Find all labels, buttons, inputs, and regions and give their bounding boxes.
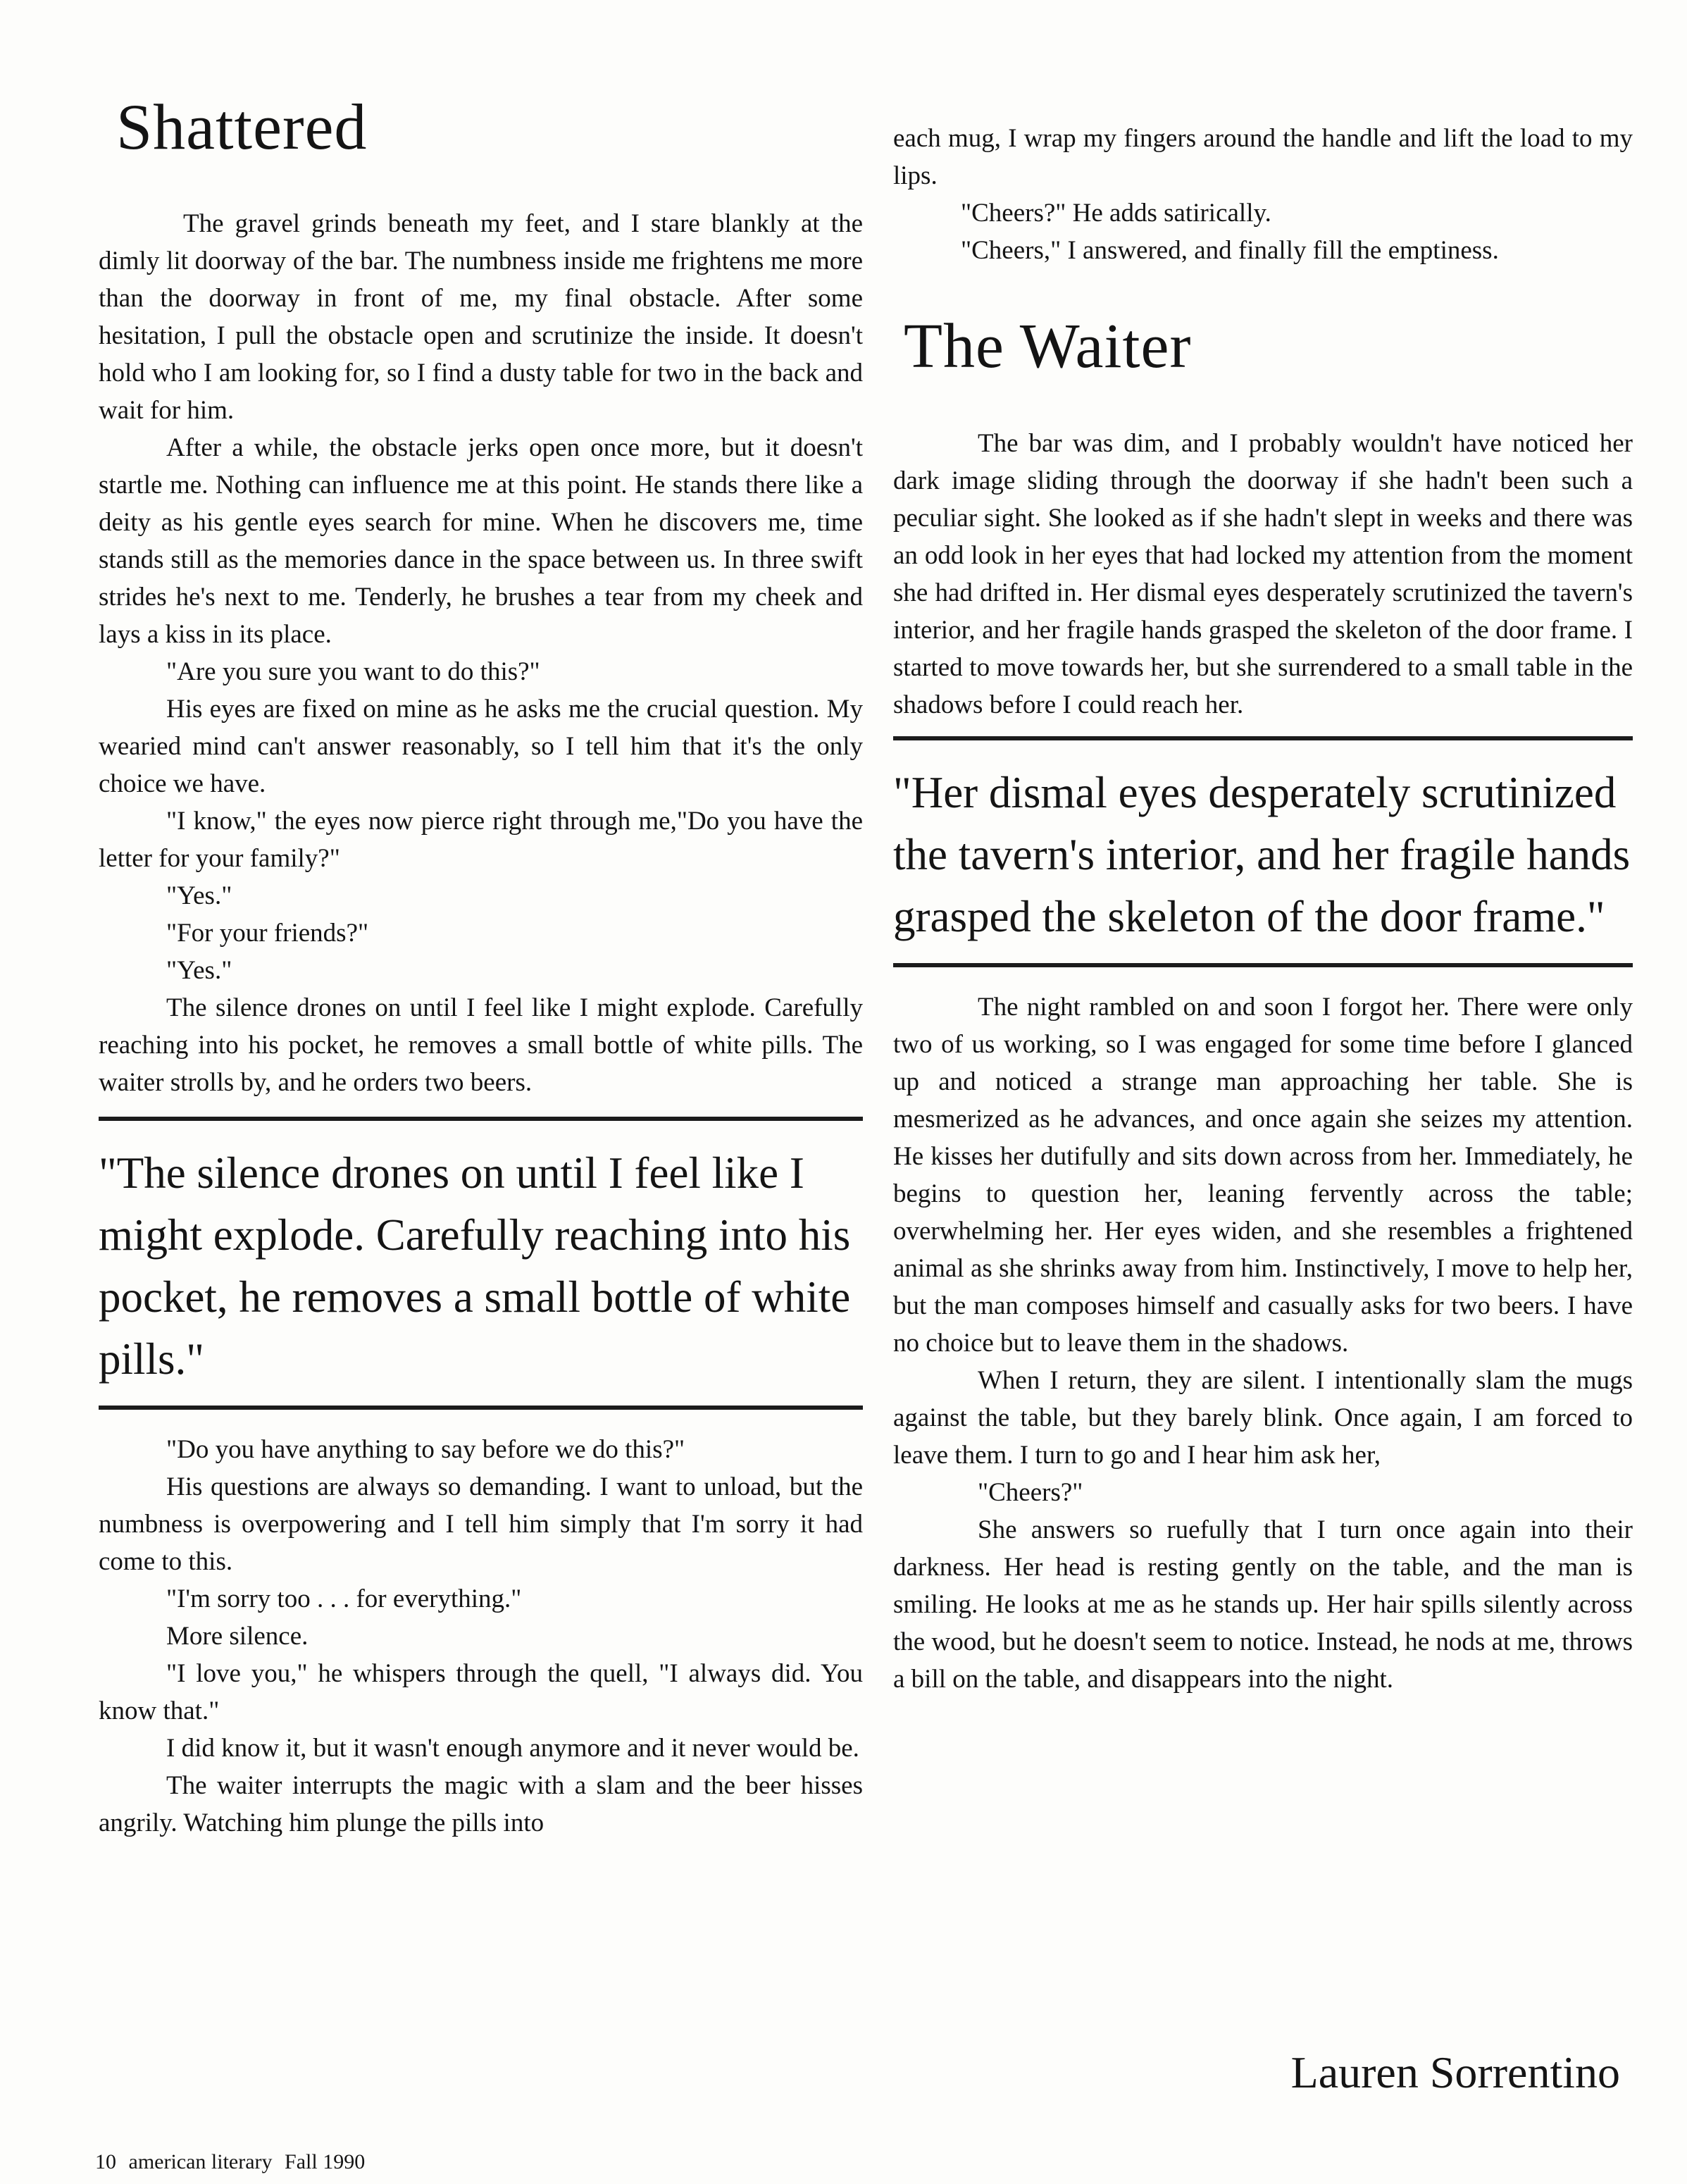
issue-date: Fall 1990 (285, 2150, 366, 2173)
paragraph: "Do you have anything to say before we do this?" (166, 1435, 685, 1465)
story2-body-part1 (893, 425, 1633, 724)
author-byline: Lauren Sorrentino (1290, 2047, 1620, 2097)
pull-quote-text: "The silence drones on until I feel like I might explode. Carefully reaching into his pocket, he removes a small bottle of white pills." (99, 1148, 851, 1384)
paragraph: I did know it, but it wasn't enough anymore and it never would be. (166, 1734, 859, 1763)
paragraph: More silence. (166, 1622, 309, 1651)
left-column (99, 92, 863, 1842)
paragraph: When I return, they are silent. I intentionally slam the mugs against the table, but they barely blink. Once again, I am forced to leave them. I turn to go and I hear him ask her, (893, 1366, 1633, 1470)
paragraph: "Are you sure you want to do this?" (166, 657, 540, 687)
paragraph: "Cheers?" He adds satirically. (961, 199, 1271, 228)
story2-body-part2 (893, 988, 1633, 1698)
paragraph: "I love you," he whispers through the quell, "I always did. You know that." (99, 1659, 863, 1726)
pull-quote-shattered (99, 1117, 863, 1410)
paragraph: "Cheers?" (978, 1478, 1083, 1507)
story1-continuation (893, 120, 1633, 269)
paragraph: His questions are always so demanding. I want to unload, but the numbness is overpowering and I tell him simply that I'm sorry it had come to this. (99, 1472, 863, 1577)
paragraph: The waiter interrupts the magic with a slam and the beer hisses angrily. Watching him plunge the pills into (99, 1771, 863, 1838)
paragraph: The silence drones on until I feel like I might explode. Carefully reaching into his pocket, he removes a small bottle of white pills. The waiter strolls by, and he orders two beers. (99, 993, 863, 1098)
paragraph: The bar was dim, and I probably wouldn't have noticed her dark image sliding through the doorway if she hadn't been such a peculiar sight. She looked as if she hadn't slept in weeks and there was an odd look in her eyes that had locked my attention from the moment she had drifted in. Her dismal eyes desperately scrutinized the tavern's interior, and her fragile hands grasped the skeleton of the door frame. I started to move towards her, but she surrendered to a small table in the shadows before I could reach her. (893, 429, 1633, 719)
paragraph: "I'm sorry too . . . for everything." (166, 1584, 522, 1614)
paragraph: "Yes." (166, 956, 232, 986)
story-title-the-waiter: The Waiter (904, 311, 1192, 381)
right-column (893, 120, 1633, 1698)
paragraph: "Yes." (166, 881, 232, 911)
paragraph: "I know," the eyes now pierce right through me,"Do you have the letter for your family?" (99, 807, 863, 874)
paragraph: The night rambled on and soon I forgot her. There were only two of us working, so I was engaged for some time before I glanced up and noticed a strange man approaching her table. She is mesmerized as he advances, and once again she seizes my attention. He kisses her dutifully and sits down across from her. Immediately, he begins to question her, leaning fervently across the table; overwhelming her. Her eyes widen, and she resembles a frightened animal as she shrinks away from him. Instinctively, I move to help her, but the man composes himself and casually asks for two beers. I have no choice but to leave them in the shadows. (893, 993, 1633, 1358)
story-title-shattered: Shattered (116, 91, 368, 163)
paragraph: His eyes are fixed on mine as he asks me the crucial question. My wearied mind can't answer reasonably, so I tell him that it's the only choice we have. (99, 695, 863, 799)
story1-body-part1 (99, 205, 863, 1101)
paragraph: each mug, I wrap my fingers around the handle and lift the load to my lips. (893, 124, 1633, 190)
paragraph: "For your friends?" (166, 919, 369, 948)
publication-name: american literary (128, 2150, 273, 2173)
page-number: 10 (95, 2150, 116, 2173)
story1-body-part2 (99, 1431, 863, 1842)
paragraph: After a while, the obstacle jerks open once more, but it doesn't startle me. Nothing can influence me at this point. He stands there like a deity as his gentle eyes search for mine. When he discovers me, time stands still as the memories dance in the space between us. In three swift strides he's next to me. Tenderly, he brushes a tear from my cheek and lays a kiss in its place. (99, 433, 863, 650)
pull-quote-the-waiter (893, 736, 1633, 967)
page-footer (95, 2150, 372, 2174)
paragraph: "Cheers," I answered, and finally fill the emptiness. (961, 236, 1499, 265)
paragraph: She answers so ruefully that I turn once again into their darkness. Her head is resting gently on the table, and the man is smiling. He looks at me as he stands up. Her hair spills silently across the wood, but he doesn't seem to notice. Instead, he nods at me, throws a bill on the table, and disappears into the night. (893, 1515, 1633, 1694)
paragraph: The gravel grinds beneath my feet, and I stare blankly at the dimly lit doorway of the bar. The numbness inside me frightens me more than the doorway in front of me, my final obstacle. After some hesitation, I pull the obstacle open and scrutinize the inside. It doesn't hold who I am looking for, so I find a dusty table for two in the back and wait for him. (99, 209, 863, 426)
pull-quote-text: "Her dismal eyes desperately scrutinized the tavern's interior, and her fragile hands grasped the skeleton of the door frame." (893, 768, 1631, 941)
